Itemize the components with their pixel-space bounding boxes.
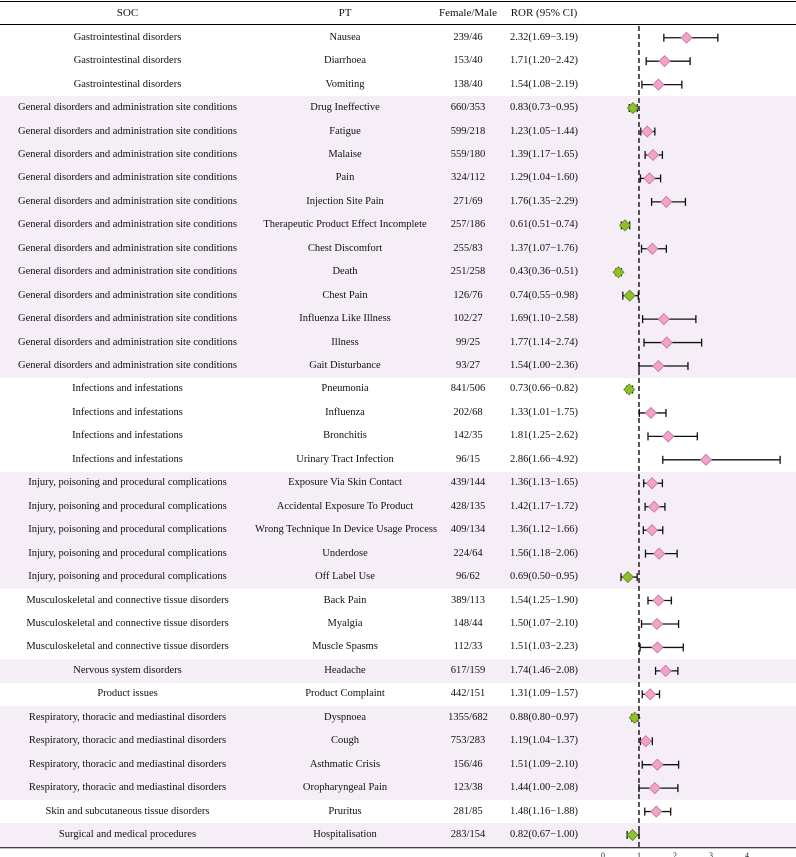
female-male-count: 102/27	[453, 313, 483, 325]
soc-label: Injury, poisoning and procedural complications	[28, 477, 227, 489]
ror-ci-label: 1.50(1.07−2.10)	[509, 617, 579, 629]
x-tick-label: 2	[673, 850, 677, 857]
soc-label: Injury, poisoning and procedural complications	[28, 524, 227, 536]
soc-label: Infections and infestations	[72, 453, 183, 465]
ror-point	[624, 290, 635, 301]
female-male-count: 148/44	[453, 617, 483, 629]
pt-label: Malaise	[328, 148, 362, 160]
ror-ci-label: 1.42(1.17−1.72)	[509, 500, 579, 512]
pt-label: Gait Disturbance	[309, 360, 381, 372]
soc-label: General disorders and administration site conditions	[18, 102, 237, 114]
soc-label: Product issues	[97, 688, 158, 700]
ror-point	[659, 56, 670, 67]
ror-ci-label: 0.73(0.66−0.82)	[509, 383, 579, 395]
ror-ci-label: 1.44(1.00−2.08)	[509, 782, 579, 794]
female-male-count: 409/134	[450, 524, 486, 536]
header-soc: SOC	[116, 7, 139, 19]
soc-label: Nervous system disorders	[73, 664, 182, 676]
soc-label: Musculoskeletal and connective tissue disorders	[26, 641, 229, 653]
ror-point	[627, 830, 638, 841]
ror-point	[645, 407, 656, 418]
ror-ci-label: 0.88(0.80−0.97)	[509, 711, 579, 723]
ror-ci-label: 1.76(1.35−2.29)	[509, 195, 579, 207]
soc-label: General disorders and administration site conditions	[18, 242, 237, 254]
soc-label: Injury, poisoning and procedural complications	[28, 547, 227, 559]
ror-ci-label: 1.19(1.04−1.37)	[509, 735, 579, 747]
ror-point	[652, 618, 663, 629]
female-male-count: 841/506	[450, 383, 486, 395]
header-female-male: Female/Male	[438, 7, 498, 19]
soc-label: Injury, poisoning and procedural complications	[28, 571, 227, 583]
ror-ci-label: 1.77(1.14−2.74)	[509, 336, 579, 348]
ror-ci-label: 1.69(1.10−2.58)	[509, 313, 579, 325]
ror-ci-label: 0.69(0.50−0.95)	[509, 571, 579, 583]
pt-label: Headache	[324, 664, 366, 676]
female-male-count: 202/68	[453, 406, 483, 418]
soc-label: General disorders and administration site conditions	[18, 125, 237, 137]
pt-label: Wrong Technique In Device Usage Process	[255, 524, 438, 536]
ror-ci-label: 1.23(1.05−1.44)	[509, 125, 579, 137]
pt-label: Underdose	[322, 547, 368, 559]
header-ror: ROR (95% CI)	[510, 7, 578, 19]
pt-label: Cough	[330, 735, 359, 747]
header-pt: PT	[338, 7, 352, 19]
x-tick-label: 0	[601, 850, 605, 857]
pt-label: Pruritus	[328, 805, 362, 817]
soc-label: Gastrointestinal disorders	[73, 78, 182, 90]
female-male-count: 99/25	[456, 336, 480, 348]
soc-label: Surgical and medical procedures	[58, 829, 197, 841]
soc-label: Musculoskeletal and connective tissue disorders	[26, 594, 229, 606]
ror-point	[646, 478, 657, 489]
pt-label: Back Pain	[323, 594, 367, 606]
ror-point	[652, 759, 663, 770]
ror-ci-label: 0.82(0.67−1.00)	[509, 829, 579, 841]
soc-label: General disorders and administration site conditions	[18, 195, 237, 207]
female-male-count: 324/112	[450, 172, 486, 184]
pt-label: Fatigue	[329, 125, 361, 137]
pt-label: Bronchitis	[323, 430, 367, 442]
pt-label: Chest Pain	[322, 289, 368, 301]
ror-ci-label: 1.39(1.17−1.65)	[509, 148, 579, 160]
ror-point	[649, 501, 660, 512]
ror-ci-label: 1.33(1.01−1.75)	[509, 406, 579, 418]
x-tick-label: 1	[637, 850, 641, 857]
ror-point	[663, 431, 674, 442]
x-tick-label: 4	[745, 850, 749, 857]
ror-ci-label: 1.74(1.46−2.08)	[509, 664, 579, 676]
ror-point	[653, 361, 664, 372]
ror-ci-label: 1.54(1.25−1.90)	[509, 594, 579, 606]
ror-point	[681, 32, 692, 43]
soc-label: General disorders and administration site conditions	[18, 266, 237, 278]
soc-label: Musculoskeletal and connective tissue disorders	[26, 617, 229, 629]
female-male-count: 271/69	[453, 195, 483, 207]
ror-ci-label: 1.29(1.04−1.60)	[509, 172, 579, 184]
ror-point	[652, 642, 663, 653]
ror-ci-label: 1.71(1.20−2.42)	[509, 55, 579, 67]
soc-label: Respiratory, thoracic and mediastinal disorders	[28, 711, 227, 723]
ror-point	[645, 689, 656, 700]
pt-label: Myalgia	[327, 617, 363, 629]
female-male-count: 281/85	[453, 805, 483, 817]
female-male-count: 255/83	[453, 242, 483, 254]
pt-label: Drug Ineffective	[310, 102, 380, 114]
soc-label: Injury, poisoning and procedural complications	[28, 500, 227, 512]
pt-label: Nausea	[329, 31, 361, 43]
female-male-count: 428/135	[450, 500, 486, 512]
soc-label: General disorders and administration site conditions	[18, 313, 237, 325]
female-male-count: 126/76	[453, 289, 483, 301]
ror-ci-label: 1.37(1.07−1.76)	[509, 242, 579, 254]
soc-label: Respiratory, thoracic and mediastinal disorders	[28, 735, 227, 747]
pt-label: Influenza	[325, 406, 365, 418]
pt-label: Death	[332, 266, 358, 278]
pt-label: Influenza Like Illness	[299, 313, 391, 325]
pt-label: Diarrhoea	[324, 55, 366, 67]
ror-point	[660, 665, 671, 676]
ror-ci-label: 0.83(0.73−0.95)	[509, 102, 579, 114]
female-male-count: 156/46	[453, 758, 483, 770]
ror-ci-label: 1.48(1.16−1.88)	[509, 805, 579, 817]
soc-label: General disorders and administration site conditions	[18, 289, 237, 301]
soc-label: Respiratory, thoracic and mediastinal disorders	[28, 758, 227, 770]
ror-point	[651, 806, 662, 817]
ror-point	[654, 548, 665, 559]
female-male-count: 112/33	[453, 641, 483, 653]
soc-label: General disorders and administration site conditions	[18, 360, 237, 372]
female-male-count: 123/38	[453, 782, 483, 794]
pt-label: Muscle Spasms	[312, 641, 378, 653]
ror-ci-label: 2.32(1.69−3.19)	[509, 31, 579, 43]
female-male-count: 138/40	[453, 78, 483, 90]
female-male-count: 442/151	[450, 688, 486, 700]
female-male-count: 617/159	[450, 664, 486, 676]
soc-label: Infections and infestations	[72, 406, 183, 418]
ror-point	[647, 243, 658, 254]
pt-label: Oropharyngeal Pain	[302, 782, 388, 794]
ror-point	[640, 736, 651, 747]
ror-ci-label: 1.81(1.25−2.62)	[509, 430, 579, 442]
pt-label: Hospitalisation	[313, 829, 377, 841]
soc-label: General disorders and administration site conditions	[18, 148, 237, 160]
ror-point	[700, 454, 711, 465]
ror-ci-label: 1.31(1.09−1.57)	[509, 688, 579, 700]
pt-label: Therapeutic Product Effect Incomplete	[263, 219, 427, 231]
soc-label: General disorders and administration site conditions	[18, 336, 237, 348]
soc-label: General disorders and administration site conditions	[18, 219, 237, 231]
ror-ci-label: 1.54(1.08−2.19)	[509, 78, 579, 90]
ror-point	[613, 267, 624, 278]
female-male-count: 283/154	[450, 829, 486, 841]
pt-label: Product Complaint	[305, 688, 385, 700]
pt-label: Dyspnoea	[324, 711, 366, 723]
pt-label: Asthmatic Crisis	[309, 758, 381, 770]
ror-point	[642, 126, 653, 137]
ror-point	[644, 173, 655, 184]
female-male-count: 559/180	[450, 148, 486, 160]
pt-label: Accidental Exposure To Product	[276, 500, 414, 512]
pt-label: Exposure Via Skin Contact	[288, 477, 402, 489]
ror-point	[658, 314, 669, 325]
female-male-count: 93/27	[456, 360, 480, 372]
ror-ci-label: 1.36(1.12−1.66)	[509, 524, 579, 536]
female-male-count: 142/35	[453, 430, 483, 442]
soc-label: Gastrointestinal disorders	[73, 55, 182, 67]
ror-ci-label: 0.43(0.36−0.51)	[509, 266, 579, 278]
ror-point	[646, 525, 657, 536]
ror-ci-label: 0.74(0.55−0.98)	[509, 289, 579, 301]
pt-label: Off Label Use	[315, 571, 375, 583]
female-male-count: 96/15	[456, 453, 480, 465]
female-male-count: 660/353	[450, 102, 486, 114]
ror-ci-label: 0.61(0.51−0.74)	[509, 219, 579, 231]
ror-ci-label: 1.54(1.00−2.36)	[509, 360, 579, 372]
female-male-count: 1355/682	[448, 711, 488, 723]
ror-point	[622, 572, 633, 583]
pt-label: Urinary Tract Infection	[296, 453, 394, 465]
pt-label: Injection Site Pain	[306, 195, 384, 207]
soc-label: Respiratory, thoracic and mediastinal disorders	[28, 782, 227, 794]
female-male-count: 251/258	[450, 266, 486, 278]
pt-label: Illness	[331, 336, 359, 348]
ror-ci-label: 1.56(1.18−2.06)	[509, 547, 579, 559]
pt-label: Pain	[335, 172, 355, 184]
female-male-count: 257/186	[450, 219, 486, 231]
soc-label: General disorders and administration site conditions	[18, 172, 237, 184]
female-male-count: 753/283	[450, 735, 486, 747]
ror-ci-label: 1.51(1.09−2.10)	[509, 758, 579, 770]
female-male-count: 153/40	[453, 55, 483, 67]
pt-label: Chest Discomfort	[307, 242, 383, 254]
soc-label: Skin and subcutaneous tissue disorders	[45, 805, 210, 817]
female-male-count: 599/218	[450, 125, 486, 137]
female-male-count: 439/144	[450, 477, 486, 489]
female-male-count: 224/64	[453, 547, 483, 559]
soc-label: Gastrointestinal disorders	[73, 31, 182, 43]
ror-ci-label: 1.36(1.13−1.65)	[509, 477, 579, 489]
ror-point	[649, 783, 660, 794]
x-tick-label: 3	[709, 850, 713, 857]
soc-label: Infections and infestations	[72, 383, 183, 395]
ror-point	[653, 595, 664, 606]
pt-label: Pneumonia	[321, 383, 369, 395]
female-male-count: 239/46	[453, 31, 483, 43]
soc-label: Infections and infestations	[72, 430, 183, 442]
female-male-count: 96/62	[456, 571, 480, 583]
female-male-count: 389/113	[450, 594, 486, 606]
pt-label: Vomiting	[325, 78, 365, 90]
ror-point	[648, 149, 659, 160]
ror-point	[661, 196, 672, 207]
ror-point	[653, 79, 664, 90]
ror-ci-label: 1.51(1.03−2.23)	[509, 641, 579, 653]
ror-ci-label: 2.86(1.66−4.92)	[509, 453, 579, 465]
ror-point	[661, 337, 672, 348]
